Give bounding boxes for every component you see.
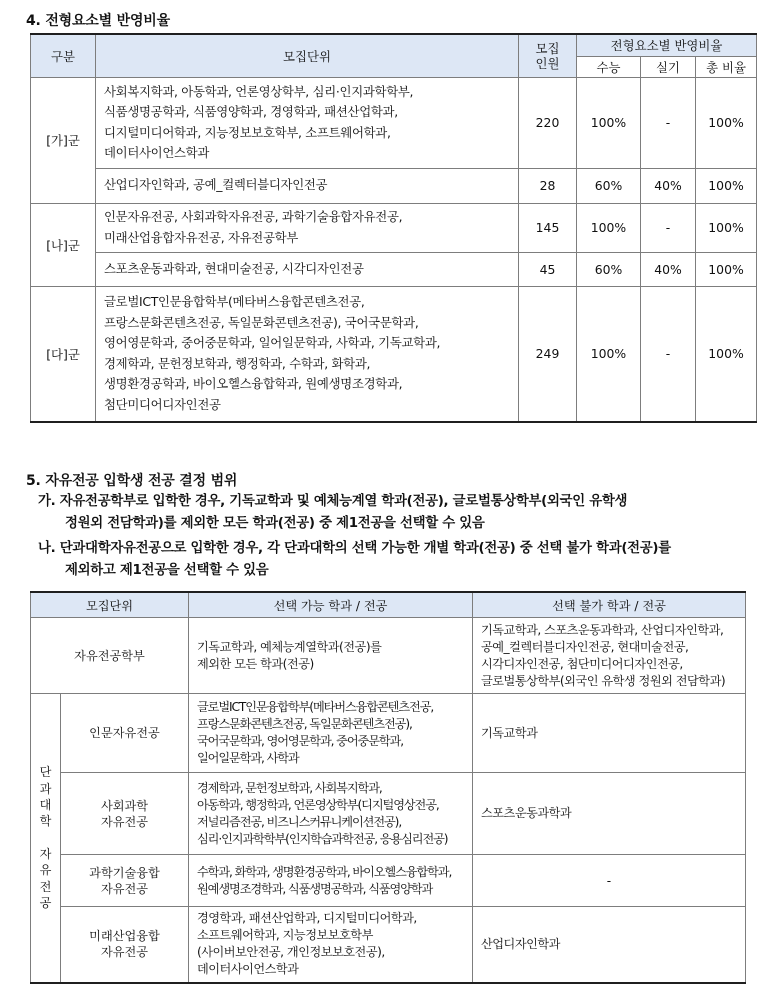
- free-major-disallowed: [473, 618, 746, 694]
- unit-line: 프랑스문화콘텐츠전공, 독일문화콘텐츠전공), 국어국문학과,: [104, 314, 419, 330]
- header-allowed: 선택 가능 학과 / 전공: [189, 592, 473, 618]
- item-na-line1: 나. 단과대학자유전공으로 입학한 경우, 각 단과대학의 선택 가능한 개별 학과(전공) 중 선택 불가 학과(전공)를: [38, 541, 671, 556]
- allowed-line: 경영학과, 패션산업학과, 디지털미디어학과,: [197, 911, 417, 926]
- header-quota: [519, 34, 577, 77]
- allowed-line: 심리·인지과학학부(인지학습과학전공, 응용심리전공): [197, 831, 448, 846]
- total-cell: 100%: [696, 286, 757, 422]
- allowed-line: 기독교학과, 예체능계열학과(전공)를: [197, 639, 382, 654]
- free-major-unit: 자유전공학부: [31, 618, 189, 694]
- disallowed-line: 시각디자인전공, 첨단미디어디자인전공,: [481, 656, 683, 671]
- college-disallowed: 산업디자인학과: [473, 907, 746, 983]
- allowed-line: 프랑스문화콘텐츠전공, 독일문화콘텐츠전공),: [197, 717, 412, 731]
- item-ga: [38, 491, 627, 535]
- unit-line: 사회과학: [100, 798, 149, 813]
- unit-line: 미래산업융합자유전공, 자유전공학부: [104, 229, 298, 245]
- allowed-line: 원예생명조경학과, 식품생명공학과, 식품영양학과: [197, 881, 433, 896]
- practical-cell: -: [641, 203, 696, 252]
- label-char: 단: [39, 765, 52, 780]
- college-disallowed: 스포츠운동과학과: [473, 773, 746, 855]
- unit-line: 생명환경공학과, 바이오헬스융합학과, 원예생명조경학과,: [104, 376, 403, 392]
- free-major-allowed: [189, 618, 473, 694]
- admission-ratio-table: [30, 33, 757, 423]
- allowed-line: 소프트웨어학과, 지능정보보호학부: [197, 928, 373, 943]
- label-char: 학: [39, 814, 52, 829]
- college-allowed: [189, 855, 473, 907]
- suneung-cell: 60%: [577, 252, 641, 286]
- suneung-cell: 60%: [577, 168, 641, 203]
- allowed-line: 국어국문학과, 영어영문학과, 중어중문학과,: [197, 734, 403, 748]
- college-free-major-label: [31, 694, 61, 983]
- label-char: 자: [39, 846, 52, 861]
- quota-cell: 28: [519, 168, 577, 203]
- quota-cell: 145: [519, 203, 577, 252]
- section-4-title: 4. 전형요소별 반영비율: [26, 13, 170, 29]
- total-cell: 100%: [696, 203, 757, 252]
- item-ga-line1: 가. 자유전공학부로 입학한 경우, 기독교학과 및 예체능계열 학과(전공), 글로벌통상학부(외국인 유학생: [38, 494, 628, 509]
- suneung-cell: 100%: [577, 203, 641, 252]
- header-category: 구분: [31, 34, 96, 77]
- unit-line: 디지털미디어학과, 지능정보보호학부, 소프트웨어학과,: [104, 124, 391, 140]
- total-cell: 100%: [696, 168, 757, 203]
- units-cell: 산업디자인학과, 공예_컬렉터블디자인전공: [96, 168, 519, 203]
- college-unit: [61, 855, 189, 907]
- unit-line: 사회복지학과, 아동학과, 언론영상학부, 심리·인지과학학부,: [104, 83, 414, 99]
- allowed-line: 경제학과, 문헌정보학과, 사회복지학과,: [197, 780, 382, 795]
- practical-cell: 40%: [641, 168, 696, 203]
- college-disallowed: -: [473, 855, 746, 907]
- units-cell: [96, 203, 519, 252]
- unit-line: 자유전공: [100, 945, 149, 960]
- section-5-title: 5. 자유전공 입학생 전공 결정 범위: [26, 473, 238, 489]
- unit-line: 데이터사이언스학과: [104, 145, 210, 160]
- practical-cell: 40%: [641, 252, 696, 286]
- allowed-line: 글로벌ICT인문융합학부(메타버스융합콘텐츠전공,: [197, 700, 434, 714]
- unit-line: 자유전공: [100, 881, 149, 896]
- unit-line: 미래산업융합: [89, 929, 160, 944]
- college-unit: [61, 694, 189, 773]
- header-units: 모집단위: [96, 34, 519, 77]
- group-na: [나]군: [31, 203, 96, 286]
- units-cell: 스포츠운동과학과, 현대미술전공, 시각디자인전공: [96, 252, 519, 286]
- total-cell: 100%: [696, 77, 757, 168]
- college-unit: [61, 773, 189, 855]
- allowed-line: 제외한 모든 학과(전공): [197, 656, 314, 671]
- college-allowed: [189, 694, 473, 773]
- practical-cell: -: [641, 77, 696, 168]
- label-char: 대: [39, 797, 52, 812]
- unit-line: 경제학과, 문헌정보학과, 행정학과, 수학과, 화학과,: [104, 355, 371, 371]
- unit-line: 첨단미디어디자인전공: [104, 396, 221, 412]
- quota-cell: 45: [519, 252, 577, 286]
- group-ga: [가]군: [31, 77, 96, 203]
- label-char: 유: [39, 863, 52, 878]
- label-char: 과: [39, 781, 52, 796]
- label-gap: [31, 830, 60, 846]
- item-na: [38, 538, 671, 582]
- label-char: 공: [39, 895, 52, 910]
- total-cell: 100%: [696, 252, 757, 286]
- header-quota-line1: 모집: [535, 40, 560, 56]
- disallowed-line: 글로벌통상학부(외국인 유학생 정원외 전담학과): [481, 673, 726, 688]
- college-unit: [61, 907, 189, 983]
- unit-line: 과학기술융합: [89, 865, 160, 880]
- allowed-line: 저널리즘전공, 비즈니스커뮤니케이션전공),: [197, 814, 402, 829]
- header-ratio-group: 전형요소별 반영비율: [577, 34, 757, 56]
- unit-line: 글로벌ICT인문융합학부(메타버스융합콘텐츠전공,: [104, 294, 365, 310]
- suneung-cell: 100%: [577, 286, 641, 422]
- unit-line: 자유전공: [100, 814, 149, 829]
- disallowed-line: 공예_컬렉터블디자인전공, 현대미술전공,: [481, 639, 689, 654]
- quota-cell: 220: [519, 77, 577, 168]
- allowed-line: (사이버보안전공, 개인정보보호전공),: [197, 945, 385, 960]
- college-allowed: [189, 773, 473, 855]
- unit-line: 인문자유전공: [89, 726, 160, 740]
- header-disallowed: 선택 불가 학과 / 전공: [473, 592, 746, 618]
- units-cell: [96, 286, 519, 422]
- practical-cell: -: [641, 286, 696, 422]
- allowed-line: 일어일문학과, 사학과: [197, 751, 299, 765]
- allowed-line: 데이터사이언스학과: [197, 962, 299, 977]
- allowed-line: 수학과, 화학과, 생명환경공학과, 바이오헬스융합학과,: [197, 864, 452, 879]
- unit-line: 영어영문학과, 중어중문학과, 일어일문학과, 사학과, 기독교학과,: [104, 335, 441, 351]
- label-char: 전: [39, 879, 52, 894]
- item-na-line2: 제외하고 제1전공을 선택할 수 있음: [65, 563, 269, 578]
- allowed-line: 아동학과, 행정학과, 언론영상학부(디지털영상전공,: [197, 797, 439, 812]
- college-disallowed: 기독교학과: [473, 694, 746, 773]
- header-total: 총 비율: [696, 56, 757, 77]
- suneung-cell: 100%: [577, 77, 641, 168]
- header-practical: 실기: [641, 56, 696, 77]
- header-quota-line2: 인원: [535, 55, 560, 71]
- quota-cell: 249: [519, 286, 577, 422]
- header-unit: 모집단위: [31, 592, 189, 618]
- major-selection-table: [30, 591, 746, 984]
- college-allowed: [189, 907, 473, 983]
- item-ga-line2: 정원외 전담학과)를 제외한 모든 학과(전공) 중 제1전공을 선택할 수 있음: [65, 516, 485, 531]
- units-cell: [96, 77, 519, 168]
- unit-line: 인문자유전공, 사회과학자유전공, 과학기술융합자유전공,: [104, 209, 403, 224]
- disallowed-line: 기독교학과, 스포츠운동과학과, 산업디자인학과,: [481, 622, 724, 637]
- unit-line: 식품생명공학과, 식품영양학과, 경영학과, 패션산업학과,: [104, 104, 398, 119]
- group-da: [다]군: [31, 286, 96, 422]
- header-suneung: 수능: [577, 56, 641, 77]
